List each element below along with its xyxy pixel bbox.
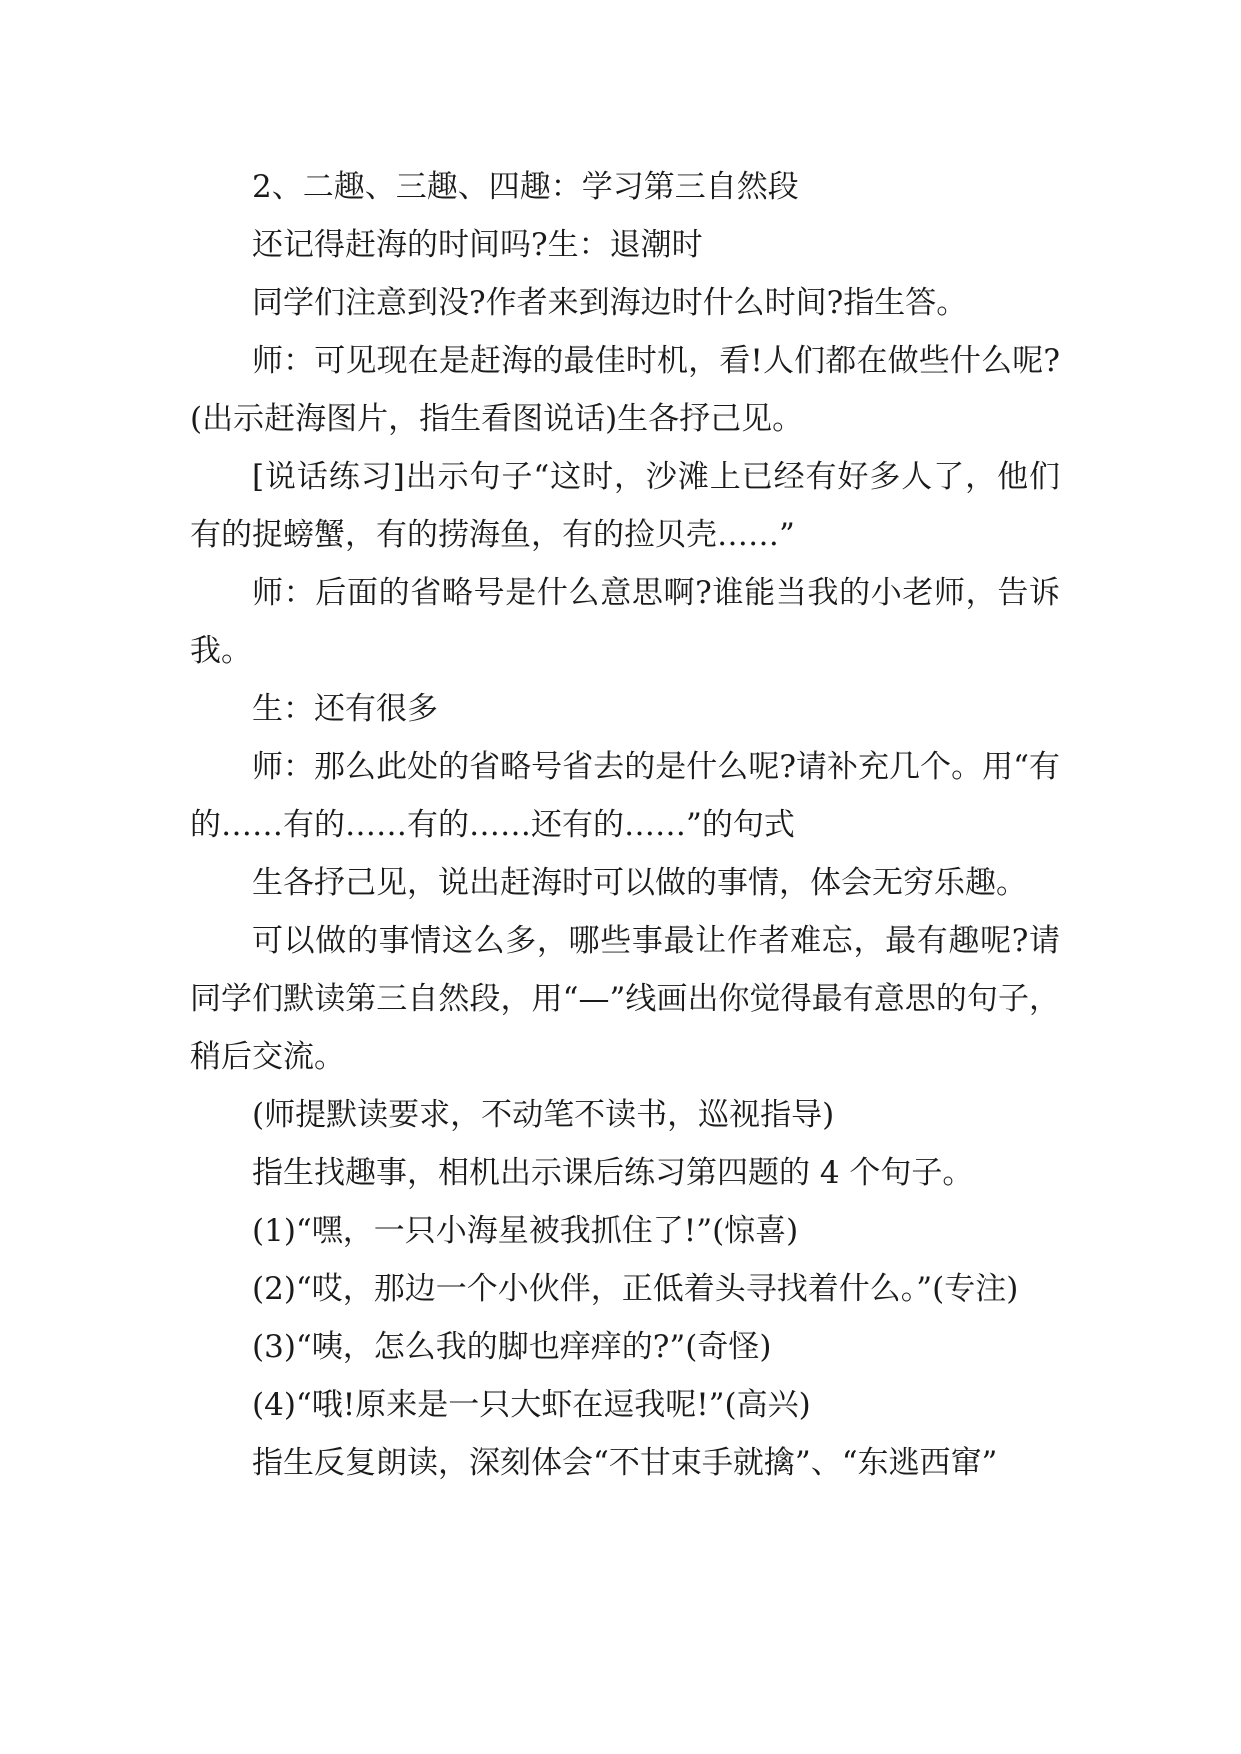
- paragraph: 还记得赶海的时间吗?生：退潮时: [252, 227, 703, 263]
- document-body: [190, 158, 1060, 1492]
- paragraph: 师：那么此处的省略号省去的是什么呢?请补充几个。用“有的……有的……有的……还有的……”的句式: [190, 749, 1060, 843]
- paragraph: 同学们注意到没?作者来到海边时什么时间?指生答。: [252, 285, 968, 321]
- paragraph: (2)“哎，那边一个小伙伴，正低着头寻找着什么。”(专注): [252, 1271, 1019, 1307]
- paragraph: 可以做的事情这么多，哪些事最让作者难忘，最有趣呢?请同学们默读第三自然段，用“—”线画出你觉得最有意思的句子，稍后交流。: [190, 923, 1060, 1075]
- paragraph: (师提默读要求，不动笔不读书，巡视指导): [252, 1097, 835, 1133]
- paragraph: 师：可见现在是赶海的最佳时机，看!人们都在做些什么呢?(出示赶海图片，指生看图说话)生各抒己见。: [190, 343, 1060, 437]
- paragraph: 指生反复朗读，深刻体会“不甘束手就擒”、“东逃西窜”: [252, 1445, 998, 1481]
- paragraph: 生各抒己见，说出赶海时可以做的事情，体会无穷乐趣。: [252, 865, 1027, 901]
- paragraph: (1)“嘿，一只小海星被我抓住了!”(惊喜): [252, 1213, 799, 1249]
- paragraph: (4)“哦!原来是一只大虾在逗我呢!”(高兴): [252, 1387, 811, 1423]
- paragraph: 师：后面的省略号是什么意思啊?谁能当我的小老师，告诉我。: [190, 575, 1060, 669]
- paragraph: 2、二趣、三趣、四趣：学习第三自然段: [252, 169, 799, 205]
- paragraph: 指生找趣事，相机出示课后练习第四题的 4 个句子。: [252, 1155, 974, 1191]
- paragraph: (3)“咦，怎么我的脚也痒痒的?”(奇怪): [252, 1329, 772, 1365]
- paragraph: [说话练习]出示句子“这时，沙滩上已经有好多人了，他们有的捉螃蟹，有的捞海鱼，有的捡贝壳……”: [190, 459, 1060, 553]
- paragraph: 生：还有很多: [252, 691, 438, 727]
